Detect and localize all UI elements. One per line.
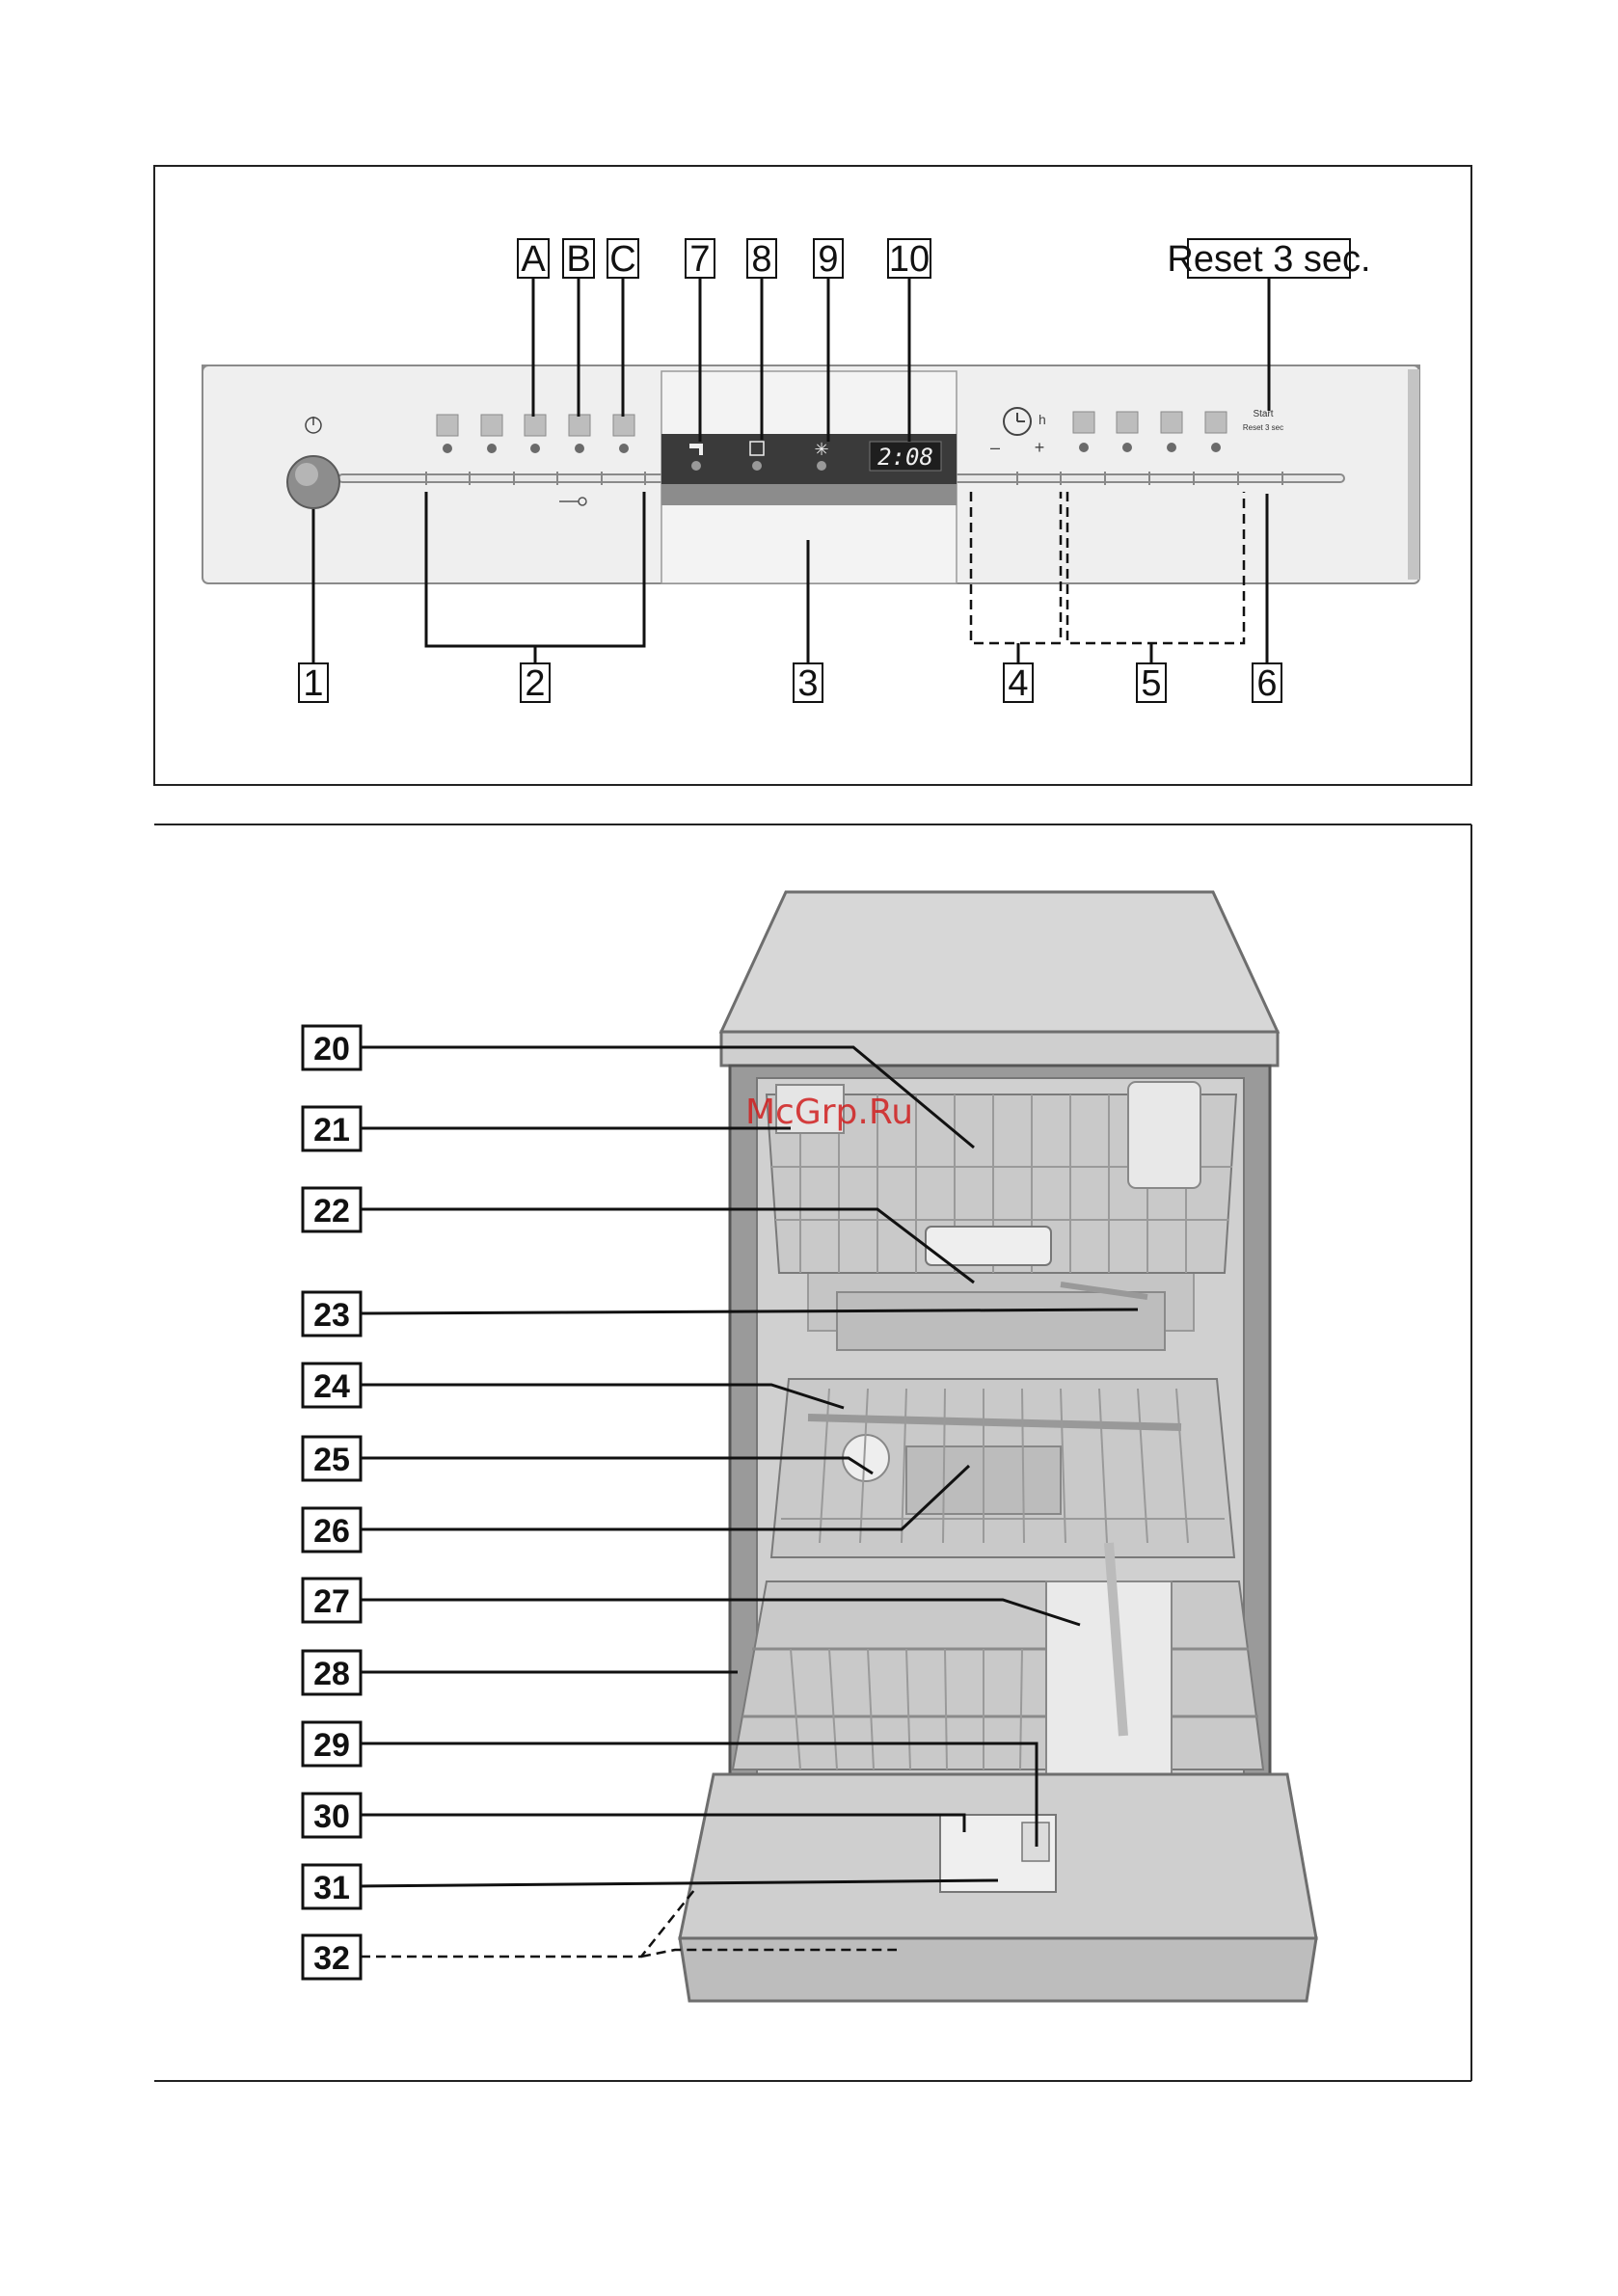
program-indicator-4 bbox=[569, 415, 590, 436]
tap-led bbox=[691, 461, 701, 471]
callout-28 bbox=[303, 1651, 738, 1694]
cup-shelf bbox=[1128, 1082, 1200, 1188]
dishwasher-illustration bbox=[680, 892, 1316, 2001]
svg-text:4: 4 bbox=[1008, 663, 1029, 704]
option-led-4 bbox=[1211, 443, 1221, 452]
lower-rack bbox=[733, 1581, 1263, 1769]
svg-text:2: 2 bbox=[525, 663, 546, 704]
svg-text:9: 9 bbox=[818, 239, 839, 280]
rinse-led bbox=[817, 461, 826, 471]
svg-text:10: 10 bbox=[888, 239, 930, 280]
start-label: Start bbox=[1253, 409, 1274, 419]
option-led-1 bbox=[1079, 443, 1089, 452]
program-indicator-5 bbox=[613, 415, 634, 436]
svg-text:25: 25 bbox=[313, 1442, 350, 1478]
start-sublabel: Reset 3 sec bbox=[1242, 423, 1284, 432]
cutlery-basket bbox=[1046, 1581, 1172, 1774]
svg-text:32: 32 bbox=[313, 1940, 350, 1977]
program-led-1 bbox=[443, 444, 452, 453]
program-led-3 bbox=[530, 444, 540, 453]
svg-text:1: 1 bbox=[303, 663, 324, 704]
svg-text:26: 26 bbox=[313, 1513, 350, 1550]
svg-text:B: B bbox=[566, 239, 591, 280]
rinse-aid-icon bbox=[814, 440, 828, 460]
svg-text:29: 29 bbox=[313, 1727, 350, 1764]
option-led-3 bbox=[1167, 443, 1176, 452]
panel-edge bbox=[1408, 369, 1419, 580]
option-indicator-1 bbox=[1073, 412, 1094, 433]
svg-text:✳: ✳ bbox=[814, 440, 829, 460]
program-indicator-1 bbox=[437, 415, 458, 436]
svg-text:31: 31 bbox=[313, 1870, 350, 1906]
option-led-2 bbox=[1122, 443, 1132, 452]
salt-led bbox=[752, 461, 762, 471]
program-indicator-2 bbox=[481, 415, 502, 436]
svg-text:27: 27 bbox=[313, 1583, 350, 1620]
worktop bbox=[721, 892, 1278, 1032]
svg-text:22: 22 bbox=[313, 1193, 350, 1229]
svg-text:5: 5 bbox=[1141, 663, 1162, 704]
option-indicator-4 bbox=[1205, 412, 1227, 433]
power-knob-highlight bbox=[295, 463, 318, 486]
svg-text:21: 21 bbox=[313, 1112, 350, 1148]
program-led-5 bbox=[619, 444, 629, 453]
svg-text:6: 6 bbox=[1256, 663, 1278, 704]
option-indicator-2 bbox=[1117, 412, 1138, 433]
svg-text:23: 23 bbox=[313, 1297, 350, 1334]
callout-21 bbox=[303, 1107, 791, 1150]
program-indicator-3 bbox=[525, 415, 546, 436]
svg-text:20: 20 bbox=[313, 1031, 350, 1067]
svg-text:C: C bbox=[609, 239, 636, 280]
timer-minus-label: – bbox=[989, 438, 1001, 457]
svg-text:28: 28 bbox=[313, 1656, 350, 1692]
timer-plus-label: + bbox=[1034, 438, 1045, 457]
svg-text:8: 8 bbox=[751, 239, 772, 280]
option-indicator-3 bbox=[1161, 412, 1182, 433]
svg-text:30: 30 bbox=[313, 1798, 350, 1835]
svg-text:Reset 3 sec.: Reset 3 sec. bbox=[1167, 239, 1371, 280]
program-led-4 bbox=[575, 444, 584, 453]
hours-suffix: h bbox=[1038, 412, 1046, 427]
display-digits: 2:08 bbox=[877, 444, 933, 471]
program-led-2 bbox=[487, 444, 497, 453]
watermark: McGrp.Ru bbox=[744, 1093, 914, 1132]
svg-text:3: 3 bbox=[797, 663, 819, 704]
svg-text:A: A bbox=[521, 239, 546, 280]
display-shelf bbox=[661, 484, 957, 505]
svg-text:24: 24 bbox=[313, 1368, 350, 1405]
svg-text:7: 7 bbox=[689, 239, 711, 280]
